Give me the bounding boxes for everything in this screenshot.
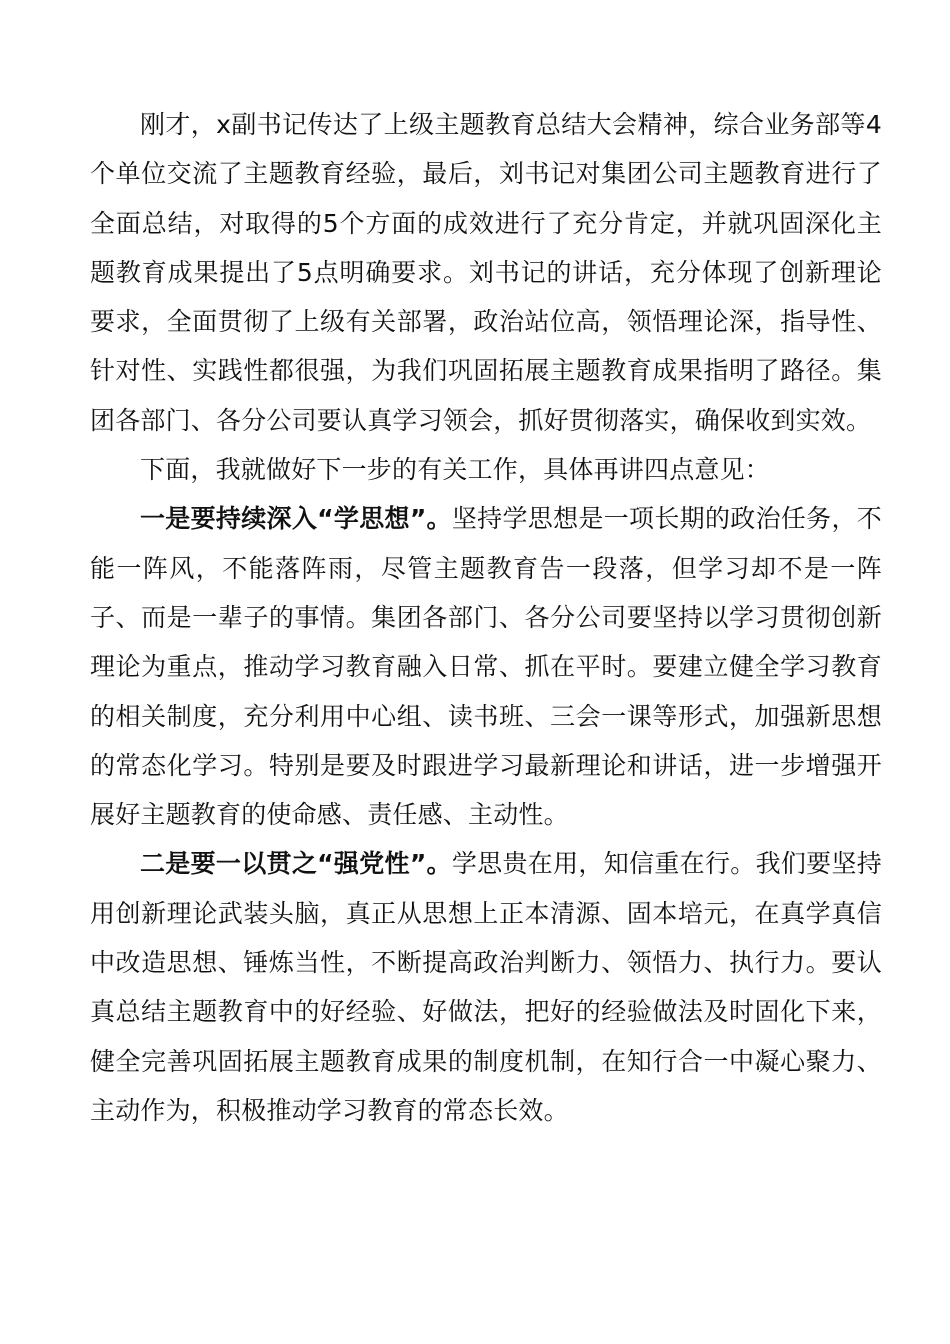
paragraph-point-one: [90, 494, 882, 839]
paragraph-text: 刚才，x副书记传达了上级主题教育总结大会精神，综合业务部等4个单位交流了主题教育经验，最后，刘书记对集团公司主题教育进行了全面总结，对取得的5个方面的成效进行了充分肯定，并就巩固深化主题教育成果提出了5点明确要求。刘书记的讲话，充分体现了创新理论要求，全面贯彻了上级有关部署，政治站位高，领悟理论深，指导性、针对性、实践性都很强，为我们巩固拓展主题教育成果指明了路径。集团各部门、各分公司要认真学习领会，抓好贯彻落实，确保收到实效。: [90, 110, 882, 435]
paragraph-lead: 一是要持续深入“学思想”。: [140, 504, 452, 534]
paragraph-transition: [90, 445, 882, 494]
paragraph-text: 坚持学思想是一项长期的政治任务，不能一阵风，不能落阵雨，尽管主题教育告一段落，但学习却不是一阵子、而是一辈子的事情。集团各部门、各分公司要坚持以学习贯彻创新理论为重点，推动学习教育融入日常、抓在平时。要建立健全学习教育的相关制度，充分利用中心组、读书班、三会一课等形式，加强新思想的常态化学习。特别是要及时跟进学习最新理论和讲话，进一步增强开展好主题教育的使命感、责任感、主动性。: [90, 504, 883, 830]
document-page: [90, 100, 882, 1135]
paragraph-text: 学思贵在用，知信重在行。我们要坚持用创新理论武装头脑，真正从思想上正本清源、固本培元，在真学真信中改造思想、锤炼当性，不断提高政治判断力、领悟力、执行力。要认真总结主题教育中的好经验、好做法，把好的经验做法及时固化下来，健全完善巩固拓展主题教育成果的制度机制，在知行合一中凝心聚力、主动作为，积极推动学习教育的常态长效。: [90, 849, 883, 1125]
paragraph-opening: [90, 100, 882, 445]
paragraph-text: 下面，我就做好下一步的有关工作，具体再讲四点意见：: [140, 455, 771, 485]
paragraph-lead: 二是要一以贯之“强党性”。: [140, 849, 452, 879]
paragraph-point-two: [90, 839, 882, 1135]
